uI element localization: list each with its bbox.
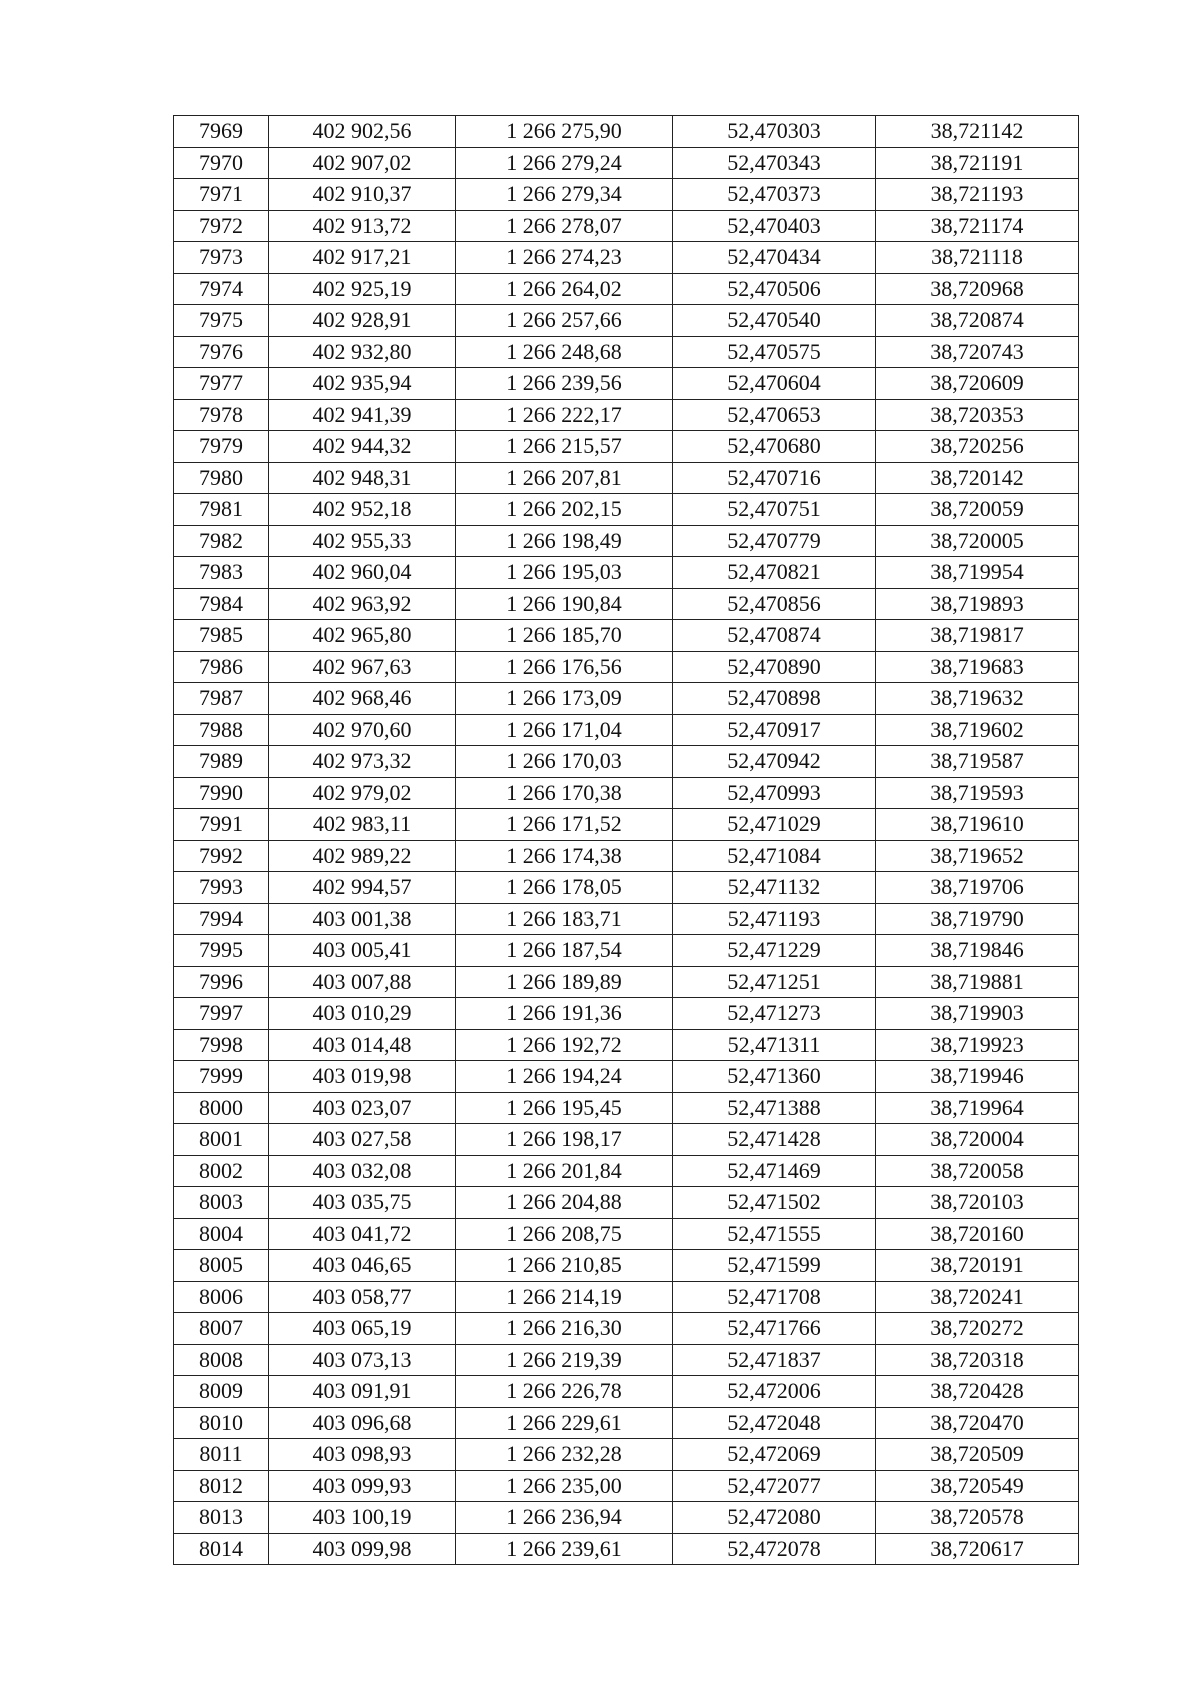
x-coordinate-cell: 402 994,57 — [269, 872, 456, 904]
table-row — [174, 1470, 1079, 1502]
table-row — [174, 399, 1079, 431]
latitude-cell: 52,471311 — [673, 1029, 876, 1061]
longitude-cell: 38,719610 — [876, 809, 1079, 841]
longitude-cell: 38,720509 — [876, 1439, 1079, 1471]
longitude-cell: 38,719881 — [876, 966, 1079, 998]
latitude-cell: 52,470993 — [673, 777, 876, 809]
point-number-cell: 8013 — [174, 1502, 269, 1534]
latitude-cell: 52,471837 — [673, 1344, 876, 1376]
longitude-cell: 38,720353 — [876, 399, 1079, 431]
longitude-cell: 38,720470 — [876, 1407, 1079, 1439]
point-number-cell: 7978 — [174, 399, 269, 431]
table-row — [174, 462, 1079, 494]
table-row — [174, 1061, 1079, 1093]
y-coordinate-cell: 1 266 190,84 — [456, 588, 673, 620]
table-row — [174, 336, 1079, 368]
latitude-cell: 52,472078 — [673, 1533, 876, 1565]
latitude-cell: 52,472080 — [673, 1502, 876, 1534]
table-row — [174, 746, 1079, 778]
y-coordinate-cell: 1 266 198,17 — [456, 1124, 673, 1156]
longitude-cell: 38,720142 — [876, 462, 1079, 494]
longitude-cell: 38,720617 — [876, 1533, 1079, 1565]
point-number-cell: 7987 — [174, 683, 269, 715]
point-number-cell: 7988 — [174, 714, 269, 746]
y-coordinate-cell: 1 266 201,84 — [456, 1155, 673, 1187]
latitude-cell: 52,470716 — [673, 462, 876, 494]
y-coordinate-cell: 1 266 248,68 — [456, 336, 673, 368]
latitude-cell: 52,470506 — [673, 273, 876, 305]
table-row — [174, 1376, 1079, 1408]
point-number-cell: 8008 — [174, 1344, 269, 1376]
y-coordinate-cell: 1 266 232,28 — [456, 1439, 673, 1471]
x-coordinate-cell: 402 913,72 — [269, 210, 456, 242]
table-row — [174, 809, 1079, 841]
x-coordinate-cell: 402 907,02 — [269, 147, 456, 179]
table-row — [174, 903, 1079, 935]
x-coordinate-cell: 403 065,19 — [269, 1313, 456, 1345]
latitude-cell: 52,471360 — [673, 1061, 876, 1093]
y-coordinate-cell: 1 266 207,81 — [456, 462, 673, 494]
point-number-cell: 7975 — [174, 305, 269, 337]
point-number-cell: 7970 — [174, 147, 269, 179]
longitude-cell: 38,719593 — [876, 777, 1079, 809]
point-number-cell: 7990 — [174, 777, 269, 809]
longitude-cell: 38,721191 — [876, 147, 1079, 179]
longitude-cell: 38,719954 — [876, 557, 1079, 589]
y-coordinate-cell: 1 266 171,52 — [456, 809, 673, 841]
table-row — [174, 1439, 1079, 1471]
table-row — [174, 840, 1079, 872]
table-row — [174, 1187, 1079, 1219]
latitude-cell: 52,471273 — [673, 998, 876, 1030]
longitude-cell: 38,721118 — [876, 242, 1079, 274]
table-row — [174, 557, 1079, 589]
table-row — [174, 998, 1079, 1030]
table-row — [174, 1502, 1079, 1534]
y-coordinate-cell: 1 266 257,66 — [456, 305, 673, 337]
point-number-cell: 8004 — [174, 1218, 269, 1250]
y-coordinate-cell: 1 266 176,56 — [456, 651, 673, 683]
x-coordinate-cell: 402 910,37 — [269, 179, 456, 211]
y-coordinate-cell: 1 266 189,89 — [456, 966, 673, 998]
longitude-cell: 38,720058 — [876, 1155, 1079, 1187]
table-row — [174, 872, 1079, 904]
point-number-cell: 8012 — [174, 1470, 269, 1502]
longitude-cell: 38,721193 — [876, 179, 1079, 211]
x-coordinate-cell: 403 027,58 — [269, 1124, 456, 1156]
latitude-cell: 52,471132 — [673, 872, 876, 904]
table-row — [174, 431, 1079, 463]
y-coordinate-cell: 1 266 210,85 — [456, 1250, 673, 1282]
latitude-cell: 52,470653 — [673, 399, 876, 431]
longitude-cell: 38,720191 — [876, 1250, 1079, 1282]
y-coordinate-cell: 1 266 187,54 — [456, 935, 673, 967]
x-coordinate-cell: 402 989,22 — [269, 840, 456, 872]
x-coordinate-cell: 402 941,39 — [269, 399, 456, 431]
x-coordinate-cell: 403 035,75 — [269, 1187, 456, 1219]
y-coordinate-cell: 1 266 229,61 — [456, 1407, 673, 1439]
x-coordinate-cell: 402 948,31 — [269, 462, 456, 494]
longitude-cell: 38,721174 — [876, 210, 1079, 242]
table-row — [174, 305, 1079, 337]
point-number-cell: 7989 — [174, 746, 269, 778]
point-number-cell: 7980 — [174, 462, 269, 494]
latitude-cell: 52,471708 — [673, 1281, 876, 1313]
y-coordinate-cell: 1 266 195,03 — [456, 557, 673, 589]
longitude-cell: 38,719964 — [876, 1092, 1079, 1124]
longitude-cell: 38,721142 — [876, 116, 1079, 148]
latitude-cell: 52,471193 — [673, 903, 876, 935]
longitude-cell: 38,719683 — [876, 651, 1079, 683]
point-number-cell: 7973 — [174, 242, 269, 274]
latitude-cell: 52,471229 — [673, 935, 876, 967]
point-number-cell: 7999 — [174, 1061, 269, 1093]
latitude-cell: 52,471029 — [673, 809, 876, 841]
table-row — [174, 620, 1079, 652]
y-coordinate-cell: 1 266 198,49 — [456, 525, 673, 557]
latitude-cell: 52,471766 — [673, 1313, 876, 1345]
latitude-cell: 52,471599 — [673, 1250, 876, 1282]
table-row — [174, 1029, 1079, 1061]
x-coordinate-cell: 403 010,29 — [269, 998, 456, 1030]
y-coordinate-cell: 1 266 222,17 — [456, 399, 673, 431]
x-coordinate-cell: 403 098,93 — [269, 1439, 456, 1471]
x-coordinate-cell: 403 073,13 — [269, 1344, 456, 1376]
longitude-cell: 38,720256 — [876, 431, 1079, 463]
point-number-cell: 7985 — [174, 620, 269, 652]
point-number-cell: 7982 — [174, 525, 269, 557]
point-number-cell: 7986 — [174, 651, 269, 683]
longitude-cell: 38,720059 — [876, 494, 1079, 526]
longitude-cell: 38,720103 — [876, 1187, 1079, 1219]
y-coordinate-cell: 1 266 171,04 — [456, 714, 673, 746]
latitude-cell: 52,470898 — [673, 683, 876, 715]
longitude-cell: 38,720004 — [876, 1124, 1079, 1156]
table-row — [174, 210, 1079, 242]
point-number-cell: 7992 — [174, 840, 269, 872]
point-number-cell: 7971 — [174, 179, 269, 211]
y-coordinate-cell: 1 266 239,56 — [456, 368, 673, 400]
x-coordinate-cell: 403 041,72 — [269, 1218, 456, 1250]
point-number-cell: 8003 — [174, 1187, 269, 1219]
coordinates-table — [173, 115, 1079, 1565]
x-coordinate-cell: 402 952,18 — [269, 494, 456, 526]
point-number-cell: 7984 — [174, 588, 269, 620]
point-number-cell: 7969 — [174, 116, 269, 148]
x-coordinate-cell: 402 973,32 — [269, 746, 456, 778]
latitude-cell: 52,470890 — [673, 651, 876, 683]
longitude-cell: 38,720578 — [876, 1502, 1079, 1534]
table-row — [174, 1218, 1079, 1250]
x-coordinate-cell: 403 007,88 — [269, 966, 456, 998]
table-row — [174, 242, 1079, 274]
y-coordinate-cell: 1 266 170,03 — [456, 746, 673, 778]
table-row — [174, 1155, 1079, 1187]
point-number-cell: 8001 — [174, 1124, 269, 1156]
point-number-cell: 7983 — [174, 557, 269, 589]
point-number-cell: 7993 — [174, 872, 269, 904]
y-coordinate-cell: 1 266 178,05 — [456, 872, 673, 904]
latitude-cell: 52,471428 — [673, 1124, 876, 1156]
y-coordinate-cell: 1 266 194,24 — [456, 1061, 673, 1093]
table-row — [174, 179, 1079, 211]
latitude-cell: 52,471084 — [673, 840, 876, 872]
table-row — [174, 525, 1079, 557]
latitude-cell: 52,470403 — [673, 210, 876, 242]
latitude-cell: 52,470373 — [673, 179, 876, 211]
x-coordinate-cell: 403 058,77 — [269, 1281, 456, 1313]
longitude-cell: 38,720428 — [876, 1376, 1079, 1408]
x-coordinate-cell: 402 917,21 — [269, 242, 456, 274]
table-row — [174, 1533, 1079, 1565]
x-coordinate-cell: 402 979,02 — [269, 777, 456, 809]
point-number-cell: 7979 — [174, 431, 269, 463]
latitude-cell: 52,470917 — [673, 714, 876, 746]
x-coordinate-cell: 403 091,91 — [269, 1376, 456, 1408]
x-coordinate-cell: 403 001,38 — [269, 903, 456, 935]
y-coordinate-cell: 1 266 174,38 — [456, 840, 673, 872]
point-number-cell: 7977 — [174, 368, 269, 400]
longitude-cell: 38,719846 — [876, 935, 1079, 967]
point-number-cell: 7991 — [174, 809, 269, 841]
table-row — [174, 273, 1079, 305]
point-number-cell: 8010 — [174, 1407, 269, 1439]
table-row — [174, 147, 1079, 179]
y-coordinate-cell: 1 266 235,00 — [456, 1470, 673, 1502]
x-coordinate-cell: 402 955,33 — [269, 525, 456, 557]
table-row — [174, 1344, 1079, 1376]
longitude-cell: 38,720272 — [876, 1313, 1079, 1345]
latitude-cell: 52,470751 — [673, 494, 876, 526]
y-coordinate-cell: 1 266 214,19 — [456, 1281, 673, 1313]
table-row — [174, 651, 1079, 683]
longitude-cell: 38,719903 — [876, 998, 1079, 1030]
point-number-cell: 8014 — [174, 1533, 269, 1565]
x-coordinate-cell: 403 032,08 — [269, 1155, 456, 1187]
latitude-cell: 52,470942 — [673, 746, 876, 778]
longitude-cell: 38,719587 — [876, 746, 1079, 778]
y-coordinate-cell: 1 266 219,39 — [456, 1344, 673, 1376]
point-number-cell: 8006 — [174, 1281, 269, 1313]
x-coordinate-cell: 403 019,98 — [269, 1061, 456, 1093]
y-coordinate-cell: 1 266 204,88 — [456, 1187, 673, 1219]
latitude-cell: 52,472048 — [673, 1407, 876, 1439]
table-row — [174, 683, 1079, 715]
latitude-cell: 52,470821 — [673, 557, 876, 589]
table-row — [174, 494, 1079, 526]
x-coordinate-cell: 402 983,11 — [269, 809, 456, 841]
latitude-cell: 52,471502 — [673, 1187, 876, 1219]
x-coordinate-cell: 402 970,60 — [269, 714, 456, 746]
longitude-cell: 38,719893 — [876, 588, 1079, 620]
point-number-cell: 7998 — [174, 1029, 269, 1061]
y-coordinate-cell: 1 266 279,34 — [456, 179, 673, 211]
longitude-cell: 38,720005 — [876, 525, 1079, 557]
x-coordinate-cell: 402 928,91 — [269, 305, 456, 337]
y-coordinate-cell: 1 266 239,61 — [456, 1533, 673, 1565]
point-number-cell: 8007 — [174, 1313, 269, 1345]
longitude-cell: 38,719632 — [876, 683, 1079, 715]
point-number-cell: 8009 — [174, 1376, 269, 1408]
x-coordinate-cell: 402 944,32 — [269, 431, 456, 463]
table-row — [174, 714, 1079, 746]
x-coordinate-cell: 402 960,04 — [269, 557, 456, 589]
latitude-cell: 52,470434 — [673, 242, 876, 274]
x-coordinate-cell: 403 014,48 — [269, 1029, 456, 1061]
y-coordinate-cell: 1 266 275,90 — [456, 116, 673, 148]
y-coordinate-cell: 1 266 173,09 — [456, 683, 673, 715]
table-row — [174, 1092, 1079, 1124]
longitude-cell: 38,720160 — [876, 1218, 1079, 1250]
longitude-cell: 38,719602 — [876, 714, 1079, 746]
latitude-cell: 52,470604 — [673, 368, 876, 400]
point-number-cell: 7976 — [174, 336, 269, 368]
table-row — [174, 1124, 1079, 1156]
longitude-cell: 38,720968 — [876, 273, 1079, 305]
x-coordinate-cell: 403 005,41 — [269, 935, 456, 967]
latitude-cell: 52,472077 — [673, 1470, 876, 1502]
longitude-cell: 38,719790 — [876, 903, 1079, 935]
x-coordinate-cell: 403 046,65 — [269, 1250, 456, 1282]
longitude-cell: 38,719706 — [876, 872, 1079, 904]
y-coordinate-cell: 1 266 185,70 — [456, 620, 673, 652]
x-coordinate-cell: 403 096,68 — [269, 1407, 456, 1439]
latitude-cell: 52,471388 — [673, 1092, 876, 1124]
table-row — [174, 1407, 1079, 1439]
y-coordinate-cell: 1 266 191,36 — [456, 998, 673, 1030]
y-coordinate-cell: 1 266 216,30 — [456, 1313, 673, 1345]
y-coordinate-cell: 1 266 195,45 — [456, 1092, 673, 1124]
table-row — [174, 1250, 1079, 1282]
latitude-cell: 52,470779 — [673, 525, 876, 557]
x-coordinate-cell: 402 932,80 — [269, 336, 456, 368]
y-coordinate-cell: 1 266 226,78 — [456, 1376, 673, 1408]
point-number-cell: 7972 — [174, 210, 269, 242]
latitude-cell: 52,470343 — [673, 147, 876, 179]
latitude-cell: 52,472069 — [673, 1439, 876, 1471]
x-coordinate-cell: 402 902,56 — [269, 116, 456, 148]
point-number-cell: 7995 — [174, 935, 269, 967]
x-coordinate-cell: 402 963,92 — [269, 588, 456, 620]
longitude-cell: 38,719817 — [876, 620, 1079, 652]
table-row — [174, 116, 1079, 148]
longitude-cell: 38,719652 — [876, 840, 1079, 872]
x-coordinate-cell: 402 925,19 — [269, 273, 456, 305]
latitude-cell: 52,470303 — [673, 116, 876, 148]
longitude-cell: 38,720743 — [876, 336, 1079, 368]
latitude-cell: 52,471555 — [673, 1218, 876, 1250]
y-coordinate-cell: 1 266 183,71 — [456, 903, 673, 935]
x-coordinate-cell: 402 968,46 — [269, 683, 456, 715]
latitude-cell: 52,470575 — [673, 336, 876, 368]
latitude-cell: 52,471251 — [673, 966, 876, 998]
point-number-cell: 7997 — [174, 998, 269, 1030]
y-coordinate-cell: 1 266 192,72 — [456, 1029, 673, 1061]
coordinates-table-body — [174, 116, 1079, 1565]
table-row — [174, 777, 1079, 809]
point-number-cell: 7981 — [174, 494, 269, 526]
latitude-cell: 52,472006 — [673, 1376, 876, 1408]
x-coordinate-cell: 403 099,93 — [269, 1470, 456, 1502]
latitude-cell: 52,471469 — [673, 1155, 876, 1187]
table-row — [174, 935, 1079, 967]
x-coordinate-cell: 403 100,19 — [269, 1502, 456, 1534]
table-row — [174, 966, 1079, 998]
longitude-cell: 38,719923 — [876, 1029, 1079, 1061]
longitude-cell: 38,720874 — [876, 305, 1079, 337]
latitude-cell: 52,470856 — [673, 588, 876, 620]
longitude-cell: 38,720609 — [876, 368, 1079, 400]
y-coordinate-cell: 1 266 274,23 — [456, 242, 673, 274]
longitude-cell: 38,720549 — [876, 1470, 1079, 1502]
point-number-cell: 7994 — [174, 903, 269, 935]
point-number-cell: 8011 — [174, 1439, 269, 1471]
y-coordinate-cell: 1 266 236,94 — [456, 1502, 673, 1534]
latitude-cell: 52,470874 — [673, 620, 876, 652]
x-coordinate-cell: 403 023,07 — [269, 1092, 456, 1124]
longitude-cell: 38,720241 — [876, 1281, 1079, 1313]
x-coordinate-cell: 403 099,98 — [269, 1533, 456, 1565]
point-number-cell: 8000 — [174, 1092, 269, 1124]
point-number-cell: 8002 — [174, 1155, 269, 1187]
y-coordinate-cell: 1 266 208,75 — [456, 1218, 673, 1250]
latitude-cell: 52,470680 — [673, 431, 876, 463]
table-row — [174, 588, 1079, 620]
y-coordinate-cell: 1 266 215,57 — [456, 431, 673, 463]
table-row — [174, 1313, 1079, 1345]
y-coordinate-cell: 1 266 170,38 — [456, 777, 673, 809]
longitude-cell: 38,719946 — [876, 1061, 1079, 1093]
table-row — [174, 1281, 1079, 1313]
x-coordinate-cell: 402 935,94 — [269, 368, 456, 400]
point-number-cell: 7974 — [174, 273, 269, 305]
x-coordinate-cell: 402 965,80 — [269, 620, 456, 652]
longitude-cell: 38,720318 — [876, 1344, 1079, 1376]
latitude-cell: 52,470540 — [673, 305, 876, 337]
y-coordinate-cell: 1 266 202,15 — [456, 494, 673, 526]
point-number-cell: 8005 — [174, 1250, 269, 1282]
x-coordinate-cell: 402 967,63 — [269, 651, 456, 683]
y-coordinate-cell: 1 266 279,24 — [456, 147, 673, 179]
table-row — [174, 368, 1079, 400]
point-number-cell: 7996 — [174, 966, 269, 998]
y-coordinate-cell: 1 266 264,02 — [456, 273, 673, 305]
y-coordinate-cell: 1 266 278,07 — [456, 210, 673, 242]
